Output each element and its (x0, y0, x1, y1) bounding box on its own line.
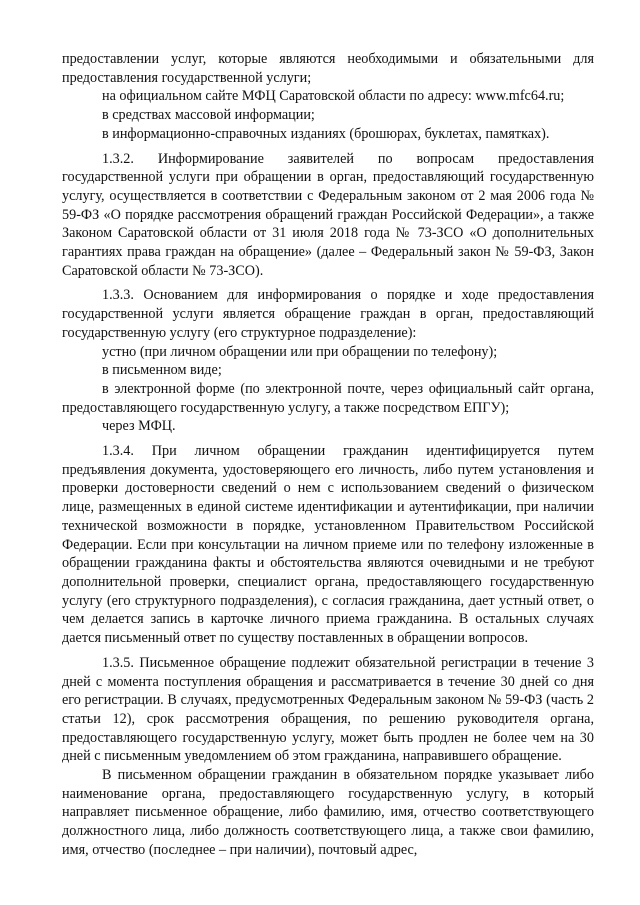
paragraph-continuation: предоставлении услуг, которые являются необходимыми и обязательными для предоставления государственной услуги; (62, 51, 594, 86)
list-item-electronic: в электронной форме (по электронной почте, через официальный сайт органа, предоставляющего государственную услугу, а также посредством ЕПГУ); (62, 380, 594, 416)
list-item-reference-publications: в информационно-справочных изданиях (брошюрах, буклетах, памятках). (102, 125, 550, 142)
list-item-mfc-website: на официальном сайте МФЦ Саратовской области по адресу: www.mfc64.ru; (102, 88, 565, 105)
list-item-mass-media: в средствах массовой информации; (102, 107, 315, 124)
paragraph-written-request-requirements: В письменном обращении гражданин в обязательном порядке указывает либо наименование органа, предоставляющего государственную услугу, в который направляет письменное обращение, либо фамилию, имя, отчество соответствующего должностного лица, либо должность соответствующего лица, а также свои фамилию, имя, отчество (последнее – при наличии), почтовый адрес, (62, 767, 594, 858)
list-item-written: в письменном виде; (102, 362, 222, 379)
list-item-via-mfc: через МФЦ. (102, 418, 176, 435)
paragraph-1-3-4: 1.3.4. При личном обращении гражданин идентифицируется путем предъявления документа, удостоверяющего его личность, либо путем установления и проверки достоверности сведений о нем с использованием сведений о физическом лице, размещенных в единой системе идентификации и аутентификации, при наличии технической возможности в порядке, установленном Правительством Российской Федерации. Если при консультации на личном приеме или по телефону изложенные в обращении гражданина факты и обстоятельства являются очевидными и не требуют дополнительной проверки, специалист органа, предоставляющего государственную услугу (его структурного подразделения), с согласия гражданина, дает устный ответ, о чем делается запись в карточке личного приема гражданина. В остальных случаях дается письменный ответ по существу поставленных в обращении вопросов. (62, 443, 594, 647)
list-item-oral: устно (при личном обращении или при обращении по телефону); (102, 343, 498, 360)
paragraph-1-3-3: 1.3.3. Основанием для информирования о порядке и ходе предоставления государственной услуги является обращение граждан в орган, предоставляющий государственную услугу (его структурное подразделение): (62, 287, 594, 341)
paragraph-1-3-5: 1.3.5. Письменное обращение подлежит обязательной регистрации в течение 3 дней с момента поступления обращения и рассматривается в течение 30 дней со дня его регистрации. В случаях, предусмотренных Федеральным законом № 59-ФЗ (часть 2 статьи 12), срок рассмотрения обращения, по решению руководителя органа, предоставляющего государственную услугу, может быть продлен не более чем на 30 дней с письменным уведомлением об этом гражданина, направившего обращение. (62, 654, 594, 765)
paragraph-1-3-2: 1.3.2. Информирование заявителей по вопросам предоставления государственной услуги при обращении в орган, предоставляющий государственную услугу, осуществляется в соответствии с Федеральным законом от 2 мая 2006 года № 59-ФЗ «О порядке рассмотрения обращений граждан Российской Федерации», а также Законом Саратовской области от 31 июля 2018 года № 73-ЗСО «О дополнительных гарантиях права граждан на обращение» (далее – Федеральный закон № 59-ФЗ, Закон Саратовской области № 73-ЗСО). (62, 150, 594, 279)
document-page (62, 50, 594, 860)
